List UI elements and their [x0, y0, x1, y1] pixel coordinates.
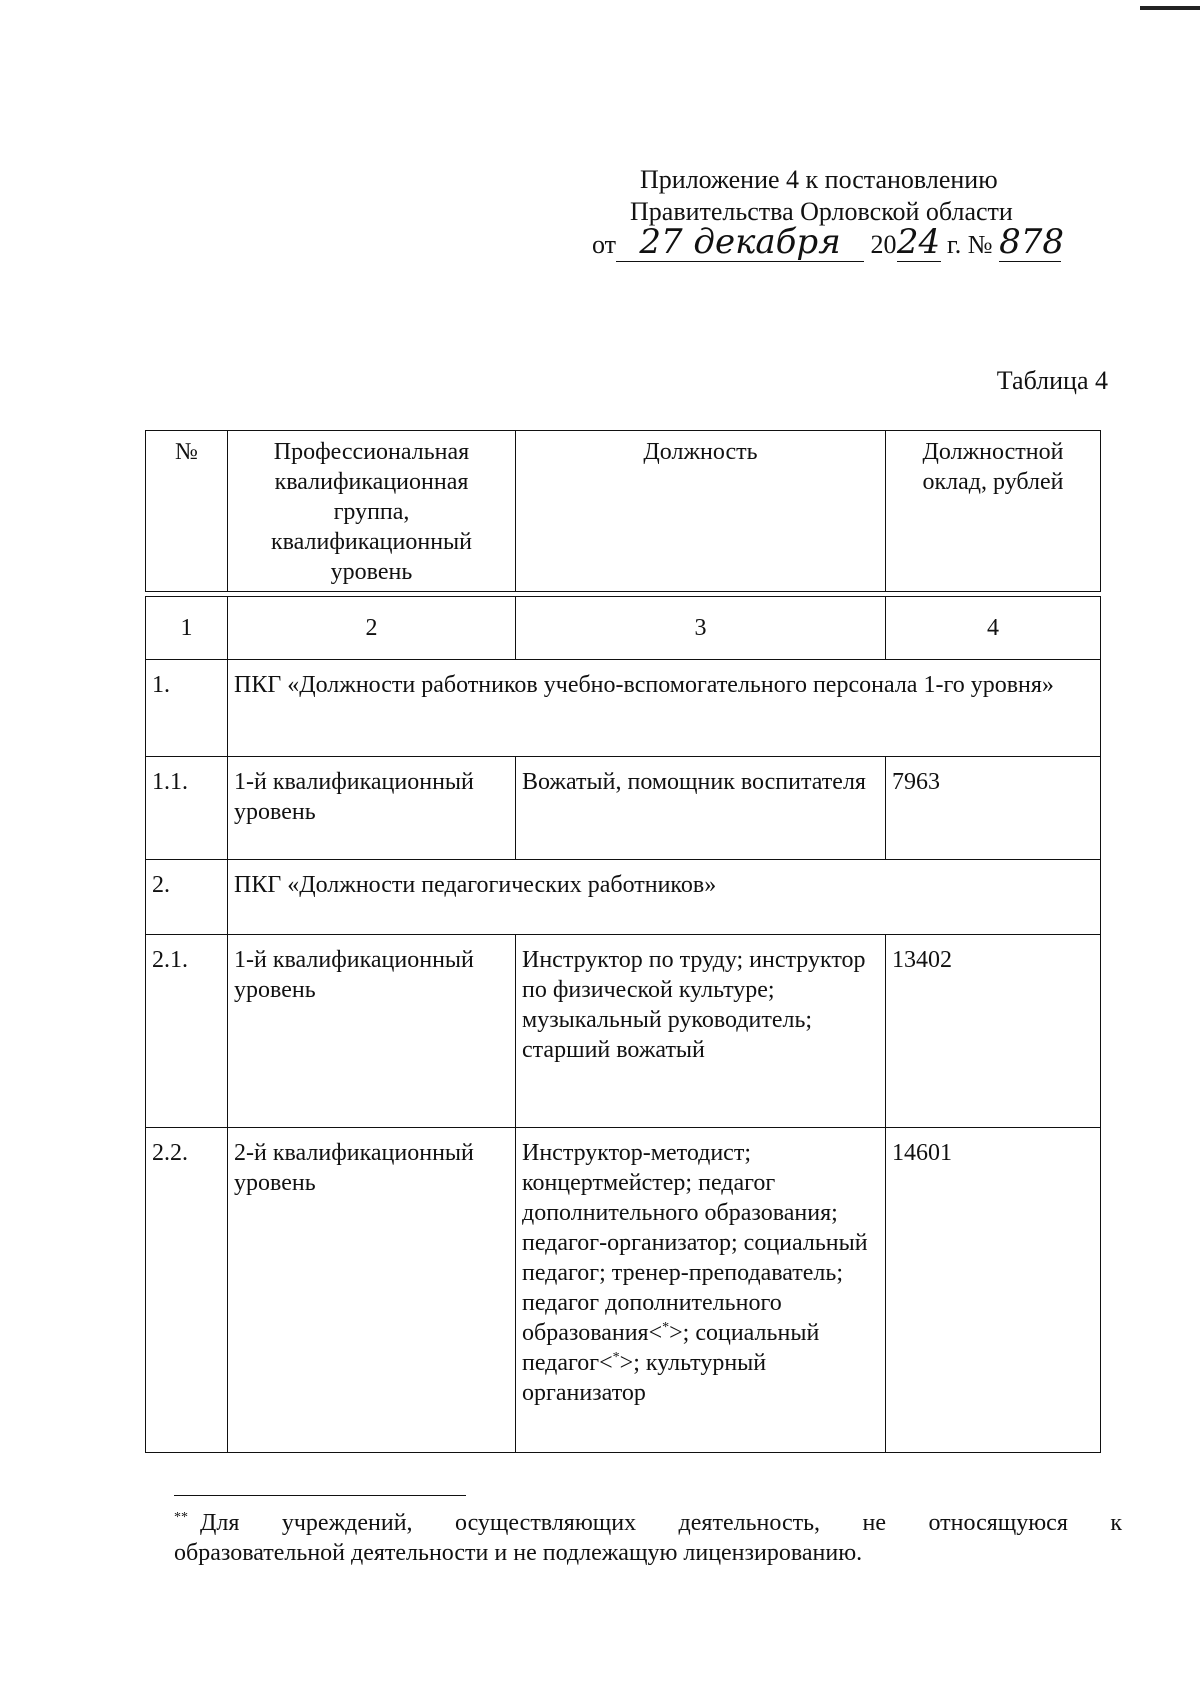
- footnote-word: относящуюся: [928, 1510, 1068, 1536]
- footnote-word: деятельность,: [678, 1510, 821, 1536]
- row-number: 2.2.: [146, 1128, 228, 1453]
- table-row-2-1: [146, 935, 1101, 1128]
- group-title: ПКГ «Должности педагогических работников»: [228, 860, 1101, 935]
- column-number-row: [146, 597, 1101, 660]
- header-cell-position: Должность: [516, 431, 886, 592]
- column-number: 3: [516, 597, 886, 660]
- table-row-2-2: [146, 1128, 1101, 1453]
- header-cell-number: №: [146, 431, 228, 592]
- position-text: >; социальный педагог<: [522, 1320, 820, 1376]
- row-position: Вожатый, помощник воспитателя: [516, 757, 886, 860]
- group-number: 2.: [146, 860, 228, 935]
- header-from-label: от: [592, 230, 617, 259]
- table-row-1-1: [146, 757, 1101, 860]
- footnote-marker: **: [174, 1510, 188, 1525]
- footnote-rule: [174, 1495, 466, 1496]
- row-salary: 13402: [886, 935, 1101, 1128]
- table-header-row: [146, 431, 1101, 592]
- footnote-line-2: образовательной деятельности и не подлежащую лицензированию.: [174, 1540, 863, 1566]
- handwritten-date: 27 декабря: [639, 222, 841, 262]
- footnote-word: осуществляющих: [455, 1510, 637, 1536]
- row-level: 2-й квалификационный уровень: [228, 1128, 516, 1453]
- header-number-label: г. №: [947, 230, 993, 259]
- row-salary: 14601: [886, 1128, 1101, 1453]
- scan-edge-mark: [1140, 6, 1200, 10]
- group-row-2: [146, 860, 1101, 935]
- footnote: [174, 1508, 1122, 1568]
- row-position: [516, 1128, 886, 1453]
- header-year-prefix: 20: [870, 230, 897, 259]
- header-cell-salary: Должностной оклад, рублей: [886, 431, 1101, 592]
- footnote-mark: *: [662, 1320, 670, 1335]
- appendix-header: [592, 164, 1064, 262]
- footnote-word: учреждений,: [281, 1510, 413, 1536]
- row-position: Инструктор по труду; инструктор по физической культуре; музыкальный руководитель; старший вожатый: [516, 935, 886, 1128]
- column-number: 1: [146, 597, 228, 660]
- column-number: 2: [228, 597, 516, 660]
- footnote-word: Для: [200, 1510, 240, 1536]
- group-number: 1.: [146, 660, 228, 757]
- handwritten-year: 24: [896, 222, 941, 262]
- header-cell-group: Профессиональная квалификационная группа, квалификационный уровень: [228, 431, 516, 592]
- footnote-word: не: [862, 1510, 886, 1536]
- handwritten-number: 878: [999, 222, 1064, 262]
- position-text: >; культурный организатор: [522, 1350, 767, 1406]
- row-number: 1.1.: [146, 757, 228, 860]
- row-level: 1-й квалификационный уровень: [228, 757, 516, 860]
- group-title: ПКГ «Должности работников учебно-вспомогательного персонала 1-го уровня»: [228, 660, 1101, 757]
- group-row-1: [146, 660, 1101, 757]
- salary-table: [145, 430, 1101, 1453]
- header-line-2: Правительства Орловской области: [630, 197, 1013, 226]
- position-text: Инструктор-методист; концертмейстер; педагог дополнительного образования; педагог-организатор; социальный педагог; тренер-преподаватель; педагог дополнительного образования<: [522, 1140, 868, 1346]
- table-caption: Таблица 4: [996, 366, 1108, 395]
- footnote-word: к: [1110, 1510, 1122, 1536]
- row-salary: 7963: [886, 757, 1101, 860]
- footnote-mark: *: [612, 1350, 620, 1365]
- column-number: 4: [886, 597, 1101, 660]
- header-line-1: Приложение 4 к постановлению: [640, 165, 998, 194]
- row-level: 1-й квалификационный уровень: [228, 935, 516, 1128]
- row-number: 2.1.: [146, 935, 228, 1128]
